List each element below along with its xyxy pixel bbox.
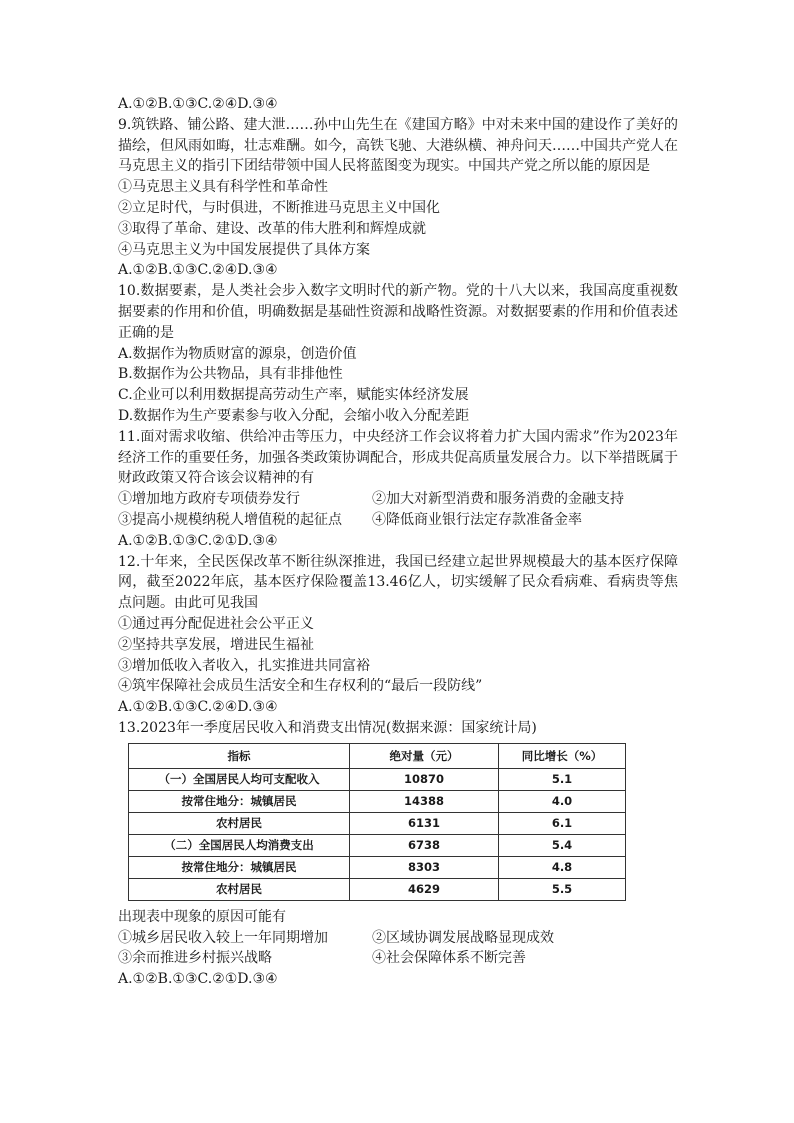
q10-option-d: D.数据作为生产要素参与收入分配，会缩小收入分配差距 — [118, 407, 470, 424]
q13-options-row-2 — [118, 948, 678, 969]
table-row — [129, 834, 626, 856]
table-cell-indicator: 按常住地分：城镇居民 — [129, 856, 350, 878]
q11-option-4: ④降低商业银行法定存款准备金率 — [372, 511, 582, 528]
q10-stem: 10.数据要素，是人类社会步入数字文明时代的新产物。党的十八大以来，我国高度重视数据要素的作用和价值，明确数据是基础性资源和战略性资源。对数据要素的作用和价值表述正确的是 — [118, 283, 678, 341]
table-cell-growth: 4.0 — [499, 790, 626, 812]
table-cell-absolute: 10870 — [350, 768, 499, 790]
q9-stem: 9.筑铁路、铺公路、建大泄……孙中山先生在《建国方略》中对未来中国的建设作了美好的描绘，但风雨如晦，壮志难酬。如今，高铁飞驰、大港纵横、神舟问天……中国共产党人在马克思主义的指引下团结带领中国人民将蓝图变为现实。中国共产党之所以能的原因是 — [118, 116, 678, 175]
table-header-indicator: 指标 — [129, 743, 350, 768]
q12-option-1: ①通过再分配促进社会公平正义 — [118, 615, 314, 632]
q12-option-2: ②坚持共享发展，增进民生福祉 — [118, 636, 314, 653]
table-cell-indicator: （二）全国居民人均消费支出 — [129, 834, 350, 856]
q13-option-2: ②区域协调发展战略显现成效 — [372, 929, 554, 946]
q11-options-row-2 — [118, 510, 678, 531]
table-row — [129, 768, 626, 790]
q11-option-1: ①增加地方政府专项债券发行 — [118, 491, 300, 508]
table-cell-growth: 5.1 — [499, 768, 626, 790]
q10-option-c: C.企业可以利用数据提高劳动生产率，赋能实体经济发展 — [118, 387, 469, 404]
q12-option-4: ④筑牢保障社会成员生活安全和生存权利的“最后一段防线” — [118, 678, 483, 695]
table-row — [129, 856, 626, 878]
q9-answer-choices: A.①②B.①③C.②④D.③④ — [118, 262, 278, 279]
table-cell-absolute: 8303 — [350, 856, 499, 878]
q12-option-3: ③增加低收入者收入，扎实推进共同富裕 — [118, 657, 370, 674]
q13-option-3: ③余而推进乡村振兴战略 — [118, 950, 272, 967]
q10-option-a: A.数据作为物质财富的源泉，创造价值 — [118, 345, 357, 362]
q13-option-1: ①城乡居民收入较上一年同期增加 — [118, 929, 328, 946]
q11-option-3: ③提高小规模纳税人增值税的起征点 — [118, 511, 342, 528]
q12-stem: 12.十年来，全民医保改革不断往纵深推进，我国已经建立起世界规模最大的基本医疗保障网，截至2022年底，基本医疗保险覆盖13.46亿人，切实缓解了民众看病难、看病贵等焦点问题。由此可见我国 — [118, 553, 678, 612]
q9-option-4: ④马克思主义为中国发展提供了具体方案 — [118, 241, 370, 258]
table-row — [129, 812, 626, 834]
table-cell-absolute: 6738 — [350, 834, 499, 856]
table-cell-growth: 4.8 — [499, 856, 626, 878]
table-row — [129, 790, 626, 812]
table-cell-indicator: 按常住地分：城镇居民 — [129, 790, 350, 812]
q12-answer-choices: A.①②B.①③C.②④D.③④ — [118, 699, 278, 716]
table-cell-absolute: 14388 — [350, 790, 499, 812]
table-header-growth: 同比增长（%） — [499, 743, 626, 768]
table-cell-growth: 5.4 — [499, 834, 626, 856]
q13-question: 出现表中现象的原因可能有 — [118, 908, 286, 925]
q13-options-row-1 — [118, 928, 678, 949]
table-cell-absolute: 4629 — [350, 878, 499, 900]
q9-option-1: ①马克思主义具有科学性和革命性 — [118, 179, 328, 196]
table-header-absolute: 绝对量（元） — [350, 743, 499, 768]
table-cell-growth: 6.1 — [499, 812, 626, 834]
table-cell-growth: 5.5 — [499, 878, 626, 900]
q9-option-2: ②立足时代，与时俱进，不断推进马克思主义中国化 — [118, 199, 440, 216]
table-cell-absolute: 6131 — [350, 812, 499, 834]
q11-options-row-1 — [118, 489, 678, 510]
q11-answer-choices: A.①②B.①③C.②①D.③④ — [118, 532, 278, 549]
table-cell-indicator: 农村居民 — [129, 812, 350, 834]
q13-option-4: ④社会保障体系不断完善 — [372, 950, 526, 967]
table-row — [129, 878, 626, 900]
q11-option-2: ②加大对新型消费和服务消费的金融支持 — [372, 491, 624, 508]
q13-stem: 13.2023年一季度居民收入和消费支出情况(数据来源：国家统计局) — [118, 719, 537, 736]
q10-option-b: B.数据作为公共物品，具有非排他性 — [118, 366, 343, 383]
table-header-row — [129, 743, 626, 768]
table-cell-indicator: （一）全国居民人均可支配收入 — [129, 768, 350, 790]
income-consumption-table — [128, 743, 626, 901]
q11-stem: 11.面对需求收缩、供给冲击等压力，中央经济工作会议将着力扩大国内需求”作为2023年经济工作的重要任务，加强各类政策协调配合，形成共促高质量发展合力。以下举措既属于财政政策又符合该会议精神的有 — [118, 428, 678, 487]
table-cell-indicator: 农村居民 — [129, 878, 350, 900]
q13-answer-choices: A.①②B.①③C.②①D.③④ — [118, 971, 278, 988]
q8-answer-choices: A.①②B.①③C.②④D.③④ — [118, 96, 278, 112]
exam-page — [118, 94, 678, 990]
q9-option-3: ③取得了革命、建设、改革的伟大胜利和辉煌成就 — [118, 220, 426, 237]
